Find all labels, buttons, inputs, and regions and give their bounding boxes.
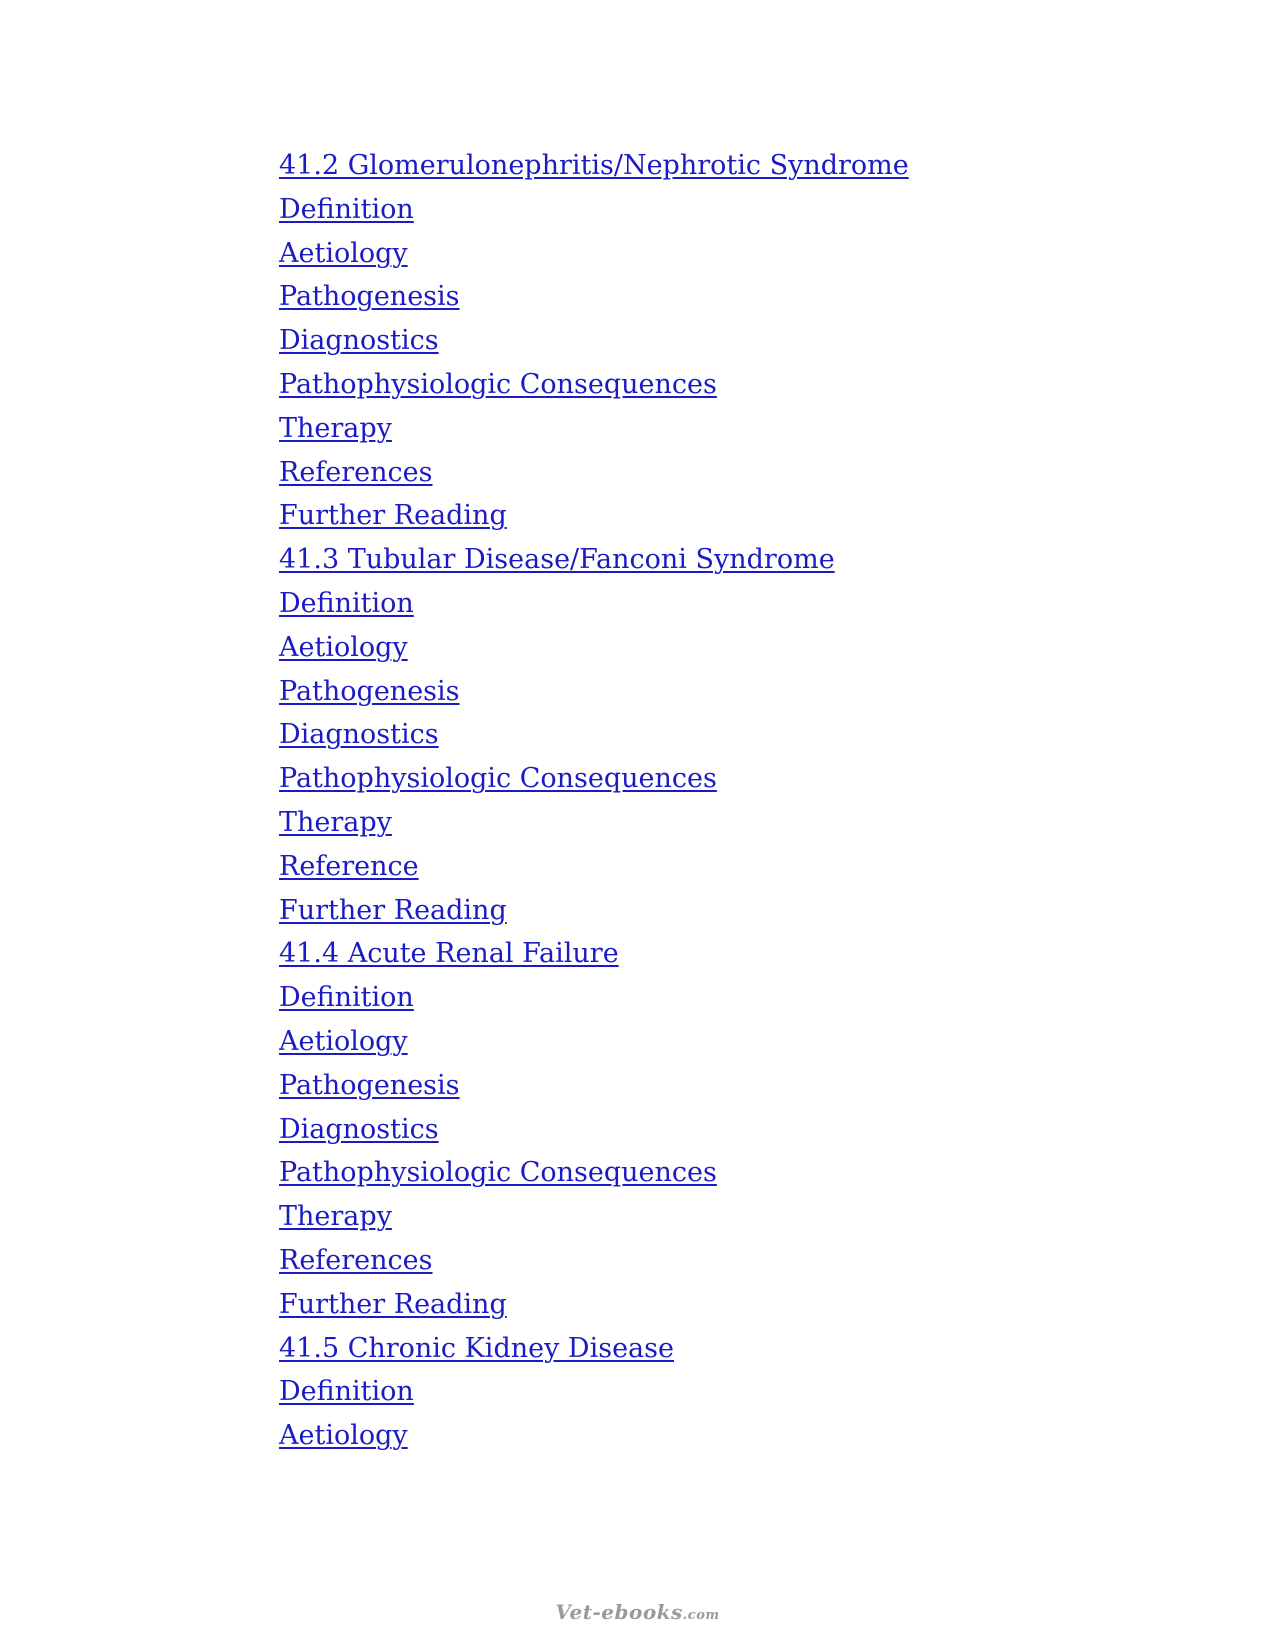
watermark-logo	[0, 1600, 1275, 1624]
toc-item	[279, 494, 909, 538]
toc-link-pathophysiologic-consequences[interactable]: Pathophysiologic Consequences	[279, 763, 717, 795]
toc-link-therapy[interactable]: Therapy	[279, 806, 392, 838]
toc-link-reference[interactable]: Reference	[279, 850, 419, 882]
watermark-suffix: .com	[682, 1608, 720, 1623]
toc-item	[279, 932, 909, 976]
toc-item	[279, 670, 909, 714]
toc-link-diagnostics[interactable]: Diagnostics	[279, 325, 439, 357]
toc-link-aetiology[interactable]: Aetiology	[279, 1420, 408, 1452]
toc-link-glomerulonephritis-section[interactable]: 41.2 Glomerulonephritis/Nephrotic Syndrome	[279, 150, 909, 181]
toc-item	[279, 1414, 909, 1458]
toc-item	[279, 626, 909, 670]
watermark-text: Vet-ebooks	[555, 1600, 683, 1624]
toc-item	[279, 1108, 909, 1152]
toc-item	[279, 1327, 909, 1371]
toc-link-definition[interactable]: Definition	[279, 193, 414, 225]
toc-item	[279, 1283, 909, 1327]
toc-item	[279, 319, 909, 363]
toc-item	[279, 801, 909, 845]
toc-link-definition[interactable]: Definition	[279, 982, 414, 1014]
toc-item	[279, 757, 909, 801]
toc-link-acute-renal-failure-section[interactable]: 41.4 Acute Renal Failure	[279, 938, 619, 970]
toc-link-aetiology[interactable]: Aetiology	[279, 631, 408, 663]
toc-link-pathogenesis[interactable]: Pathogenesis	[279, 281, 460, 313]
toc-link-aetiology[interactable]: Aetiology	[279, 1025, 408, 1057]
toc-item	[279, 363, 909, 407]
toc-link-pathophysiologic-consequences[interactable]: Pathophysiologic Consequences	[279, 368, 717, 400]
toc-link-definition[interactable]: Definition	[279, 1376, 414, 1408]
toc-item	[279, 232, 909, 276]
toc-link-references[interactable]: References	[279, 1244, 433, 1276]
toc-item	[279, 144, 909, 188]
toc-item	[279, 1370, 909, 1414]
table-of-contents	[279, 144, 909, 1458]
toc-link-pathophysiologic-consequences[interactable]: Pathophysiologic Consequences	[279, 1157, 717, 1189]
toc-link-further-reading[interactable]: Further Reading	[279, 500, 507, 532]
toc-item	[279, 188, 909, 232]
toc-link-aetiology[interactable]: Aetiology	[279, 237, 408, 269]
toc-link-diagnostics[interactable]: Diagnostics	[279, 719, 439, 751]
toc-link-references[interactable]: References	[279, 456, 433, 488]
toc-item	[279, 889, 909, 933]
toc-item	[279, 1064, 909, 1108]
toc-item	[279, 1239, 909, 1283]
toc-item	[279, 1151, 909, 1195]
toc-item	[279, 713, 909, 757]
toc-item	[279, 451, 909, 495]
toc-link-further-reading[interactable]: Further Reading	[279, 894, 507, 926]
toc-link-tubular-disease-section[interactable]: 41.3 Tubular Disease/Fanconi Syndrome	[279, 544, 835, 576]
toc-item	[279, 538, 909, 582]
toc-link-diagnostics[interactable]: Diagnostics	[279, 1113, 439, 1145]
toc-item	[279, 1020, 909, 1064]
toc-link-therapy[interactable]: Therapy	[279, 412, 392, 444]
toc-item	[279, 845, 909, 889]
toc-item	[279, 582, 909, 626]
toc-item	[279, 976, 909, 1020]
toc-item	[279, 407, 909, 451]
toc-link-further-reading[interactable]: Further Reading	[279, 1288, 507, 1320]
toc-link-pathogenesis[interactable]: Pathogenesis	[279, 675, 460, 707]
toc-link-chronic-kidney-disease-section[interactable]: 41.5 Chronic Kidney Disease	[279, 1332, 674, 1364]
toc-link-definition[interactable]: Definition	[279, 587, 414, 619]
toc-item	[279, 1195, 909, 1239]
toc-item	[279, 275, 909, 319]
toc-link-pathogenesis[interactable]: Pathogenesis	[279, 1069, 460, 1101]
toc-link-therapy[interactable]: Therapy	[279, 1201, 392, 1233]
